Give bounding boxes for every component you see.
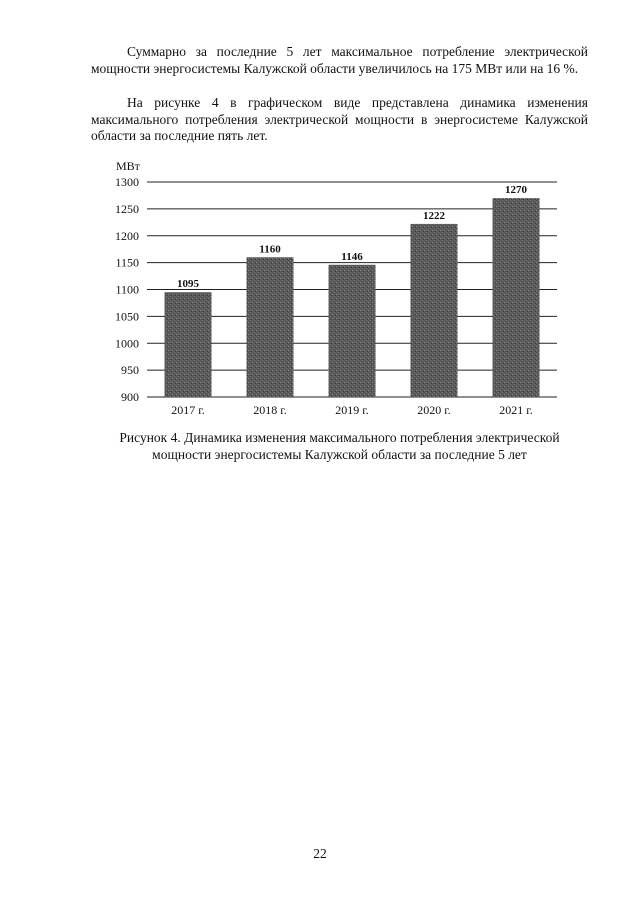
x-tick-label: 2019 г. — [335, 403, 369, 417]
x-tick-label: 2018 г. — [253, 403, 287, 417]
page-number: 22 — [313, 846, 327, 861]
y-tick-label: 1050 — [115, 309, 139, 324]
bar — [411, 224, 458, 397]
y-tick-label: 1200 — [115, 228, 139, 243]
bar — [247, 257, 294, 397]
y-tick-label: 1000 — [115, 336, 139, 351]
figure-caption — [91, 430, 588, 463]
y-tick-label: 1150 — [115, 255, 139, 270]
y-tick-label: 950 — [121, 363, 139, 378]
bar-data-label: 1146 — [341, 250, 363, 263]
y-axis-label: МВт — [116, 159, 140, 173]
paragraph-summary: Суммарно за последние 5 лет максимальное потребление электрической мощности энергосистемы Калужской области увеличилось на 175 МВт или на 16 %. — [91, 44, 588, 76]
y-tick-label: 1250 — [115, 201, 139, 216]
x-tick-label: 2020 г. — [417, 403, 451, 417]
bar-data-label: 1222 — [423, 209, 445, 222]
bar-chart — [100, 150, 570, 422]
bar-data-label: 1160 — [259, 243, 281, 256]
bar — [493, 198, 540, 397]
paragraph-figure-intro: На рисунке 4 в графическом виде представлена динамика изменения максимального потребления электрической мощности в энергосистеме Калужской области за последние пять лет. — [91, 95, 588, 143]
bar — [165, 292, 212, 397]
caption-line-1: Рисунок 4. Динамика изменения максимального потребления электрической — [119, 430, 560, 445]
y-tick-label: 900 — [121, 390, 139, 404]
x-tick-label: 2017 г. — [171, 403, 205, 417]
caption-line-2: мощности энергосистемы Калужской области за последние 5 лет — [152, 446, 527, 462]
bar-data-label: 1270 — [505, 184, 527, 197]
y-tick-label: 1100 — [115, 282, 139, 297]
bar-data-label: 1095 — [177, 278, 199, 291]
y-tick-label: 1300 — [115, 175, 139, 189]
x-tick-label: 2021 г. — [499, 403, 533, 417]
bar — [329, 265, 376, 397]
